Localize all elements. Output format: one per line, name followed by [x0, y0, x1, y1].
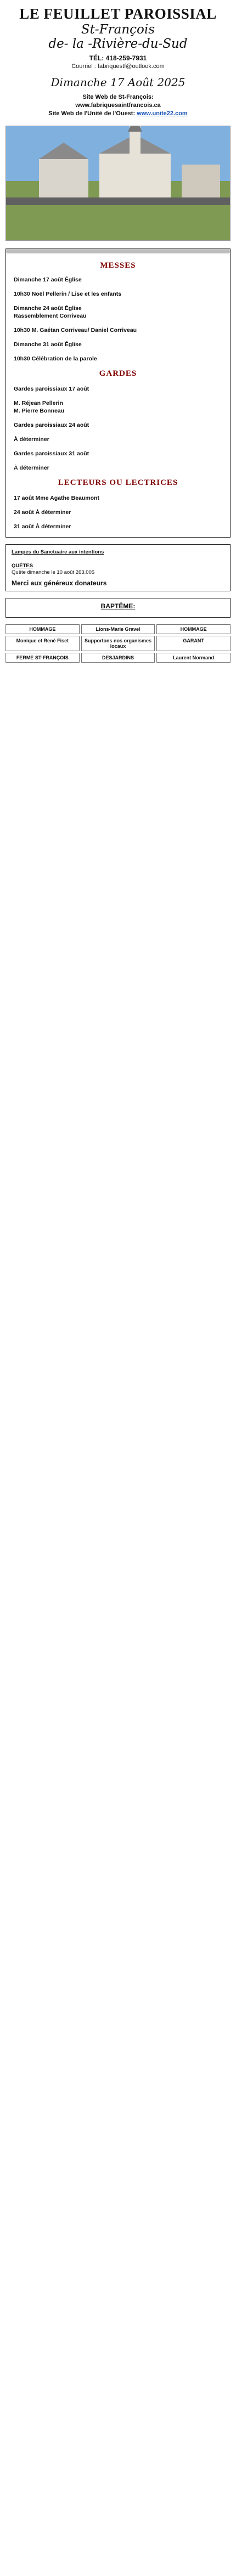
messes-title: MESSES — [100, 261, 136, 270]
contact-block — [4, 54, 232, 70]
lecteur-line: 31 août À déterminer — [14, 523, 71, 530]
bapteme-title: BAPTÊME: — [100, 602, 136, 610]
garde-line: À déterminer — [14, 465, 49, 471]
issue-date: Dimanche 17 Août 2025 — [50, 76, 186, 89]
mass-line: Dimanche 31 août Église — [14, 341, 82, 348]
website-url-2[interactable]: www.unite22.com — [137, 110, 188, 117]
messes-list — [6, 276, 230, 363]
bapteme-box — [5, 598, 231, 618]
gardes-list — [6, 385, 230, 472]
garde-line: M. Pierre Bonneau — [14, 408, 65, 414]
website-label-1: Site Web de St-François: — [82, 94, 154, 100]
bapteme-content — [6, 598, 230, 617]
mass-line: 10h30 Célébration de la parole — [14, 355, 97, 362]
sanctuaire-title: Lampes du Sanctuaire aux intentions — [12, 549, 104, 555]
top-bar — [6, 249, 230, 253]
church-photo — [5, 126, 231, 241]
sponsor-ad: Monique et René Fiset — [5, 636, 80, 651]
mass-line: Dimanche 24 août Église — [14, 305, 82, 312]
garde-line: M. Réjean Pellerin — [14, 400, 63, 406]
masthead-title: LE FEUILLET PAROISSIAL — [19, 5, 217, 22]
sanctuaire-box — [5, 544, 231, 591]
sponsors-grid — [5, 624, 231, 663]
gardes-title: GARDES — [99, 369, 137, 378]
website-url-1[interactable]: www.fabriquesaintfrancois.ca — [75, 102, 161, 109]
sponsor-ad: Laurent Normand — [156, 653, 231, 663]
sanctuaire-content — [6, 545, 230, 591]
garde-line: Gardes paroissiaux 24 août — [14, 422, 89, 428]
masthead-block — [0, 0, 236, 121]
quete-amount: Quête dimanche le 10 août 263.00$ — [12, 569, 95, 575]
merci-line: Merci aux généreux donateurs — [12, 579, 107, 587]
garde-line: Gardes paroissiaux 17 août — [14, 386, 89, 392]
website-label-2: Site Web de l'Unité de l'Ouest: — [48, 110, 137, 117]
sponsor-ad: DESJARDINS — [81, 653, 155, 663]
mass-line: 10h30 Noël Pellerin / Lise et les enfants — [14, 291, 122, 297]
parish-name-line-2: de- la -Rivière-du-Sud — [48, 37, 188, 51]
sponsor-ad: HOMMAGE — [5, 624, 80, 634]
sponsor-ad: Supportons nos organismes locaux — [81, 636, 155, 651]
phone-number: TÉL: 418-259-7931 — [89, 54, 147, 62]
websites-block — [4, 93, 232, 118]
sponsor-ad: Lions-Marie Gravel — [81, 624, 155, 634]
sponsor-ad: GARANT — [156, 636, 231, 651]
email: Courriel : fabriquestf@outlook.com — [71, 63, 165, 70]
mass-line: Rassemblement Corriveau — [14, 313, 87, 319]
garde-line: À déterminer — [14, 436, 49, 443]
sponsor-ad: FERME ST-FRANÇOIS — [5, 653, 80, 663]
lecteurs-list — [6, 494, 230, 530]
messes-box — [5, 248, 231, 538]
lecteur-line: 24 août À déterminer — [14, 509, 71, 516]
mass-line: Dimanche 17 août Église — [14, 276, 82, 283]
church-illustration — [6, 126, 231, 241]
lecteurs-title: LECTEURS OU LECTRICES — [58, 478, 178, 487]
sponsor-ad: HOMMAGE — [156, 624, 231, 634]
mass-line: 10h30 M. Gaétan Corriveau/ Daniel Corriveau — [14, 327, 137, 334]
quetes-title: QUÊTES — [12, 562, 33, 569]
garde-line: Gardes paroissiaux 31 août — [14, 450, 89, 457]
lecteur-line: 17 août Mme Agathe Beaumont — [14, 495, 99, 501]
parish-name-line-1: St-François — [81, 22, 155, 37]
